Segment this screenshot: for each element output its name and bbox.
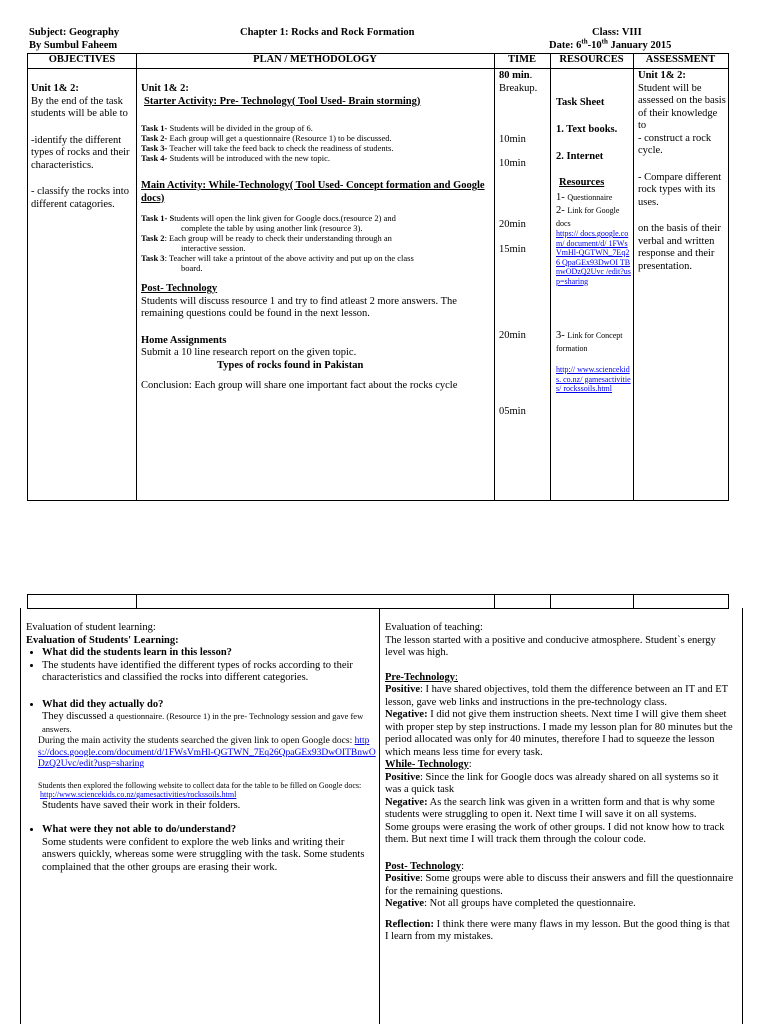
- assessment-unit: Unit 1& 2:: [638, 70, 686, 81]
- pre-tech-heading: Pre-Technology:: [385, 671, 458, 683]
- res-item-3: 3- Link for Concept formation: [556, 330, 623, 353]
- post-heading: Post- Technology: [141, 283, 218, 294]
- task-item-continued: board.: [181, 263, 203, 273]
- assessment-item-1: - construct a rock cycle.: [638, 132, 712, 156]
- while-tech-heading: While- Technology:: [385, 759, 472, 770]
- res-task-sheet: Task Sheet: [556, 97, 605, 108]
- objectives-item-1: -identify the different types of rocks and their characteristics.: [31, 134, 130, 171]
- a-do-main: During the main activity the students searched the given link to open Google docs: https://docs.google.com/document/d/1FWsVmHl-QGTWN_7Eq26QpaGEx93DwOITBnwODzQ2Uvc/edit?usp=sharing: [38, 736, 376, 769]
- while-extra: Some groups were erasing the work of other groups. I did not know how to track them. But next time I will track them through the colour code.: [385, 821, 725, 845]
- post-negative: Negative: Not all groups have completed the questionnaire.: [385, 898, 636, 909]
- assessment-item-2: - Compare different rock types with its uses.: [638, 171, 722, 208]
- col-time: TIME: [507, 54, 536, 65]
- author-label: By Sumbul Faheem: [29, 40, 118, 51]
- task-item: Task 2- Each group will get a questionnaire (Resource 1) to be discussed.: [141, 133, 392, 143]
- a-do-saved: Students have saved their work in their folders.: [42, 799, 241, 811]
- q-learn: • What did the students learn in this lesson?: [42, 647, 376, 660]
- task-item: Task 3: Teacher will take a printout of the above activity and put up on the class: [141, 253, 414, 263]
- post-positive: Positive: Some groups were able to discuss their answers and fill the questionnaire for the remaining questions.: [385, 873, 734, 897]
- task-item: Task 4- Students will be introduced with the new topic.: [141, 153, 331, 163]
- time-breakup: Breakup.: [499, 83, 538, 94]
- col-plan: PLAN / METHODOLOGY: [253, 54, 377, 65]
- objectives-intro: By the end of the task students will be able to: [31, 95, 128, 119]
- main-heading: Main Activity: While-Technology( Tool Used- Concept formation and Google docs): [141, 180, 485, 204]
- date-label: Date: 6th-10th January 2015: [549, 37, 672, 51]
- assessment-intro: Student will be assessed on the basis of their knowledge to: [638, 82, 726, 131]
- while-negative: Negative: As the search link was given in a written form and that is why some students were struggling to open it. Next time I will save it on all systems.: [385, 796, 715, 820]
- res-google-docs-link[interactable]: https:// docs.google.com/ document/d/ 1FWsVmHl-QGTWN_7Eq26 QpaGEx93DwOI TBnwODzQ2Uvc /edit?usp=sharing: [556, 229, 631, 286]
- time-6: 05min: [499, 406, 526, 417]
- time-1: 10min: [499, 134, 526, 145]
- objectives-unit: Unit 1& 2:: [31, 83, 79, 94]
- home-text: Submit a 10 line research report on the given topic.: [141, 347, 357, 358]
- time-5: 20min: [499, 330, 526, 341]
- res-internet: 2. Internet: [556, 151, 604, 162]
- res-sciencekids-link[interactable]: http:// www.sciencekids. co.nz/ gamesactivities/ rockssoils.html: [556, 365, 631, 393]
- starter-heading: Starter Activity: Pre- Technology( Tool Used- Brain storming): [144, 95, 421, 107]
- a-do-explored: Students then explored the following website to collect data for the table to be filled on Google docs:: [38, 780, 362, 790]
- class-label: Class: VIII: [592, 27, 642, 38]
- while-positive: Positive: Since the link for Google docs was already shared on all systems so it was a quick task: [385, 771, 719, 795]
- eval-teaching-intro: The lesson started with a positive and conducive atmosphere. Student`s energy level was high.: [385, 634, 716, 658]
- plan-unit: Unit 1& 2:: [141, 83, 189, 94]
- conclusion: Conclusion: Each group will share one important fact about the rocks cycle: [141, 380, 458, 391]
- task-item: Task 1- Students will be divided in the group of 6.: [141, 123, 313, 133]
- eval-teaching: [385, 622, 735, 944]
- task-item: Task 3- Teacher will take the feed back to check the readiness of students.: [141, 143, 394, 153]
- eval-students: [26, 622, 376, 874]
- objectives-cell: [31, 83, 133, 211]
- starter-tasks: [141, 123, 491, 163]
- task-item: Task 1- Students will open the link given for Google docs.(resource 2) and: [141, 213, 396, 223]
- chapter-title: Chapter 1: Rocks and Rock Formation: [240, 27, 415, 38]
- home-topic: Types of rocks found in Pakistan: [217, 359, 364, 371]
- assessment-cell: [638, 70, 726, 273]
- col-objectives: OBJECTIVES: [48, 54, 116, 65]
- home-heading: Home Assignments: [141, 334, 227, 346]
- sciencekids-link[interactable]: http://www.sciencekids.co.nz/gamesactivities/rockssoils.html: [40, 790, 237, 799]
- res-textbooks: 1. Text books.: [556, 124, 618, 135]
- res-heading: Resources: [559, 177, 605, 188]
- objectives-item-2: - classify the rocks into different catagories.: [31, 186, 129, 210]
- post-text: Students will discuss resource 1 and try to find atleast 2 more answers. The remaining questions could be found in the next lesson.: [141, 295, 457, 319]
- eval-students-subtitle: Evaluation of Students' Learning:: [26, 634, 179, 646]
- time-4: 15min: [499, 244, 526, 255]
- eval-teaching-title: Evaluation of teaching:: [385, 622, 483, 633]
- post-tech-heading: Post- Technology:: [385, 860, 465, 872]
- col-assessment: ASSESSMENT: [645, 54, 716, 65]
- a-do: They discussed a questionnaire. (Resource 1) in the pre- Technology session and gave few answers.: [42, 711, 364, 734]
- google-docs-link[interactable]: https://docs.google.com/document/d/1FWsVmHl-QGTWN_7Eq26QpaGEx93DwOITBnwODzQ2Uvc/edit?usp=sharing: [38, 736, 376, 769]
- eval-students-title: Evaluation of student learning:: [26, 622, 156, 633]
- q-not-able: • What were they not able to do/understand?: [42, 824, 376, 837]
- plan-cell: [141, 83, 491, 393]
- res-item-1: 1- Questionnaire: [556, 192, 613, 203]
- pre-negative: Negative: I did not give them instruction sheets. Next time I will give them sheet with proper step by step instructions. I made my lesson plan for 80 minutes but the period allocated was only for 40 minutes, therefore I had to squeeze the lesson which means less time for every task.: [385, 709, 733, 758]
- a-learn: • The students have identified the different types of rocks according to their characteristics and classified the rocks into different categories.: [42, 660, 376, 685]
- main-tasks: [141, 213, 491, 273]
- time-2: 10min: [499, 158, 526, 169]
- time-total: 80 min.: [499, 70, 533, 81]
- subject-label: Subject: Geography: [29, 27, 120, 38]
- reflection: Reflection: I think there were many flaws in my lesson. But the good thing is that I learn from my mistakes.: [385, 918, 730, 942]
- task-item-continued: complete the table by using another link (resource 3).: [181, 223, 363, 233]
- col-resources: RESOURCES: [559, 54, 624, 65]
- task-item: Task 2: Each group will be ready to check their understanding through an: [141, 233, 392, 243]
- res-item-2: 2- Link for Google docs: [556, 205, 620, 228]
- assessment-item-3: on the basis of their verbal and written response and their presentation.: [638, 223, 721, 272]
- pre-positive: Positive: I have shared objectives, told them the difference between an IT and ET lesson, gave web links and instructions in the pre-technology class.: [385, 684, 728, 708]
- a-not-able: Some students were confident to explore the web links and writing their answers quickly, whereas some were struggling with the task. Some students complained that the other groups are erasing their work.: [42, 836, 365, 873]
- q-do: • What did they actually do?: [42, 699, 376, 712]
- task-item-continued: interactive session.: [181, 243, 246, 253]
- time-3: 20min: [499, 219, 526, 230]
